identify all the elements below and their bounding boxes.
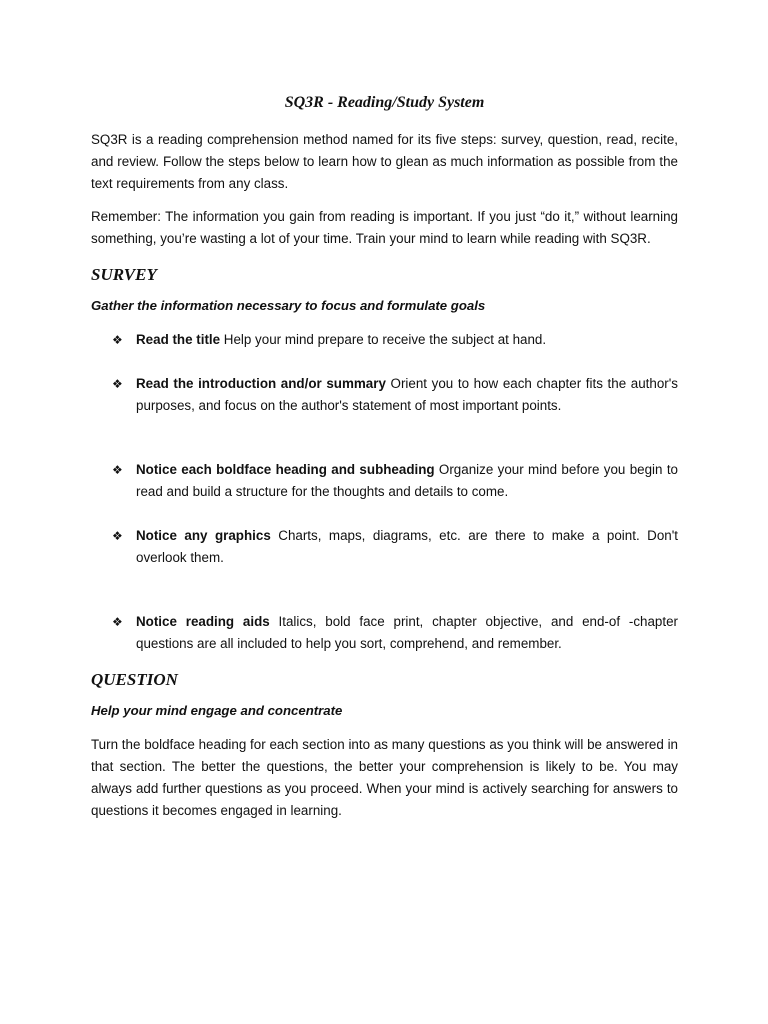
document-title: SQ3R - Reading/Study System [284,94,485,111]
bullet-text: Organize your mind before you begin to read and build a structure for the thoughts and details to come. [136,462,678,499]
bullet-term: Notice any graphics [136,528,271,543]
bullet-term: Notice reading aids [136,614,270,629]
survey-item-reading-aids [91,611,678,655]
reminder-paragraph: Remember: The information you gain from reading is important. If you just “do it,” without learning something, you’re wasting a lot of your time. Train your mind to learn while reading with SQ3R. [91,209,678,246]
diamond-bullet-icon: ❖ [112,377,123,391]
document-body [91,92,678,833]
question-subheading: Help your mind engage and concentrate [91,703,343,718]
diamond-bullet-icon: ❖ [112,615,123,629]
survey-item-graphics [91,525,678,569]
survey-item-headings [91,459,678,503]
question-heading: QUESTION [91,670,178,689]
diamond-bullet-icon: ❖ [112,463,123,477]
bullet-term: Read the introduction and/or summary [136,376,386,391]
bullet-text: Help your mind prepare to receive the subject at hand. [220,332,547,347]
bullet-term: Read the title [136,332,221,347]
diamond-bullet-icon: ❖ [112,333,123,347]
survey-heading: SURVEY [91,265,157,284]
survey-list [91,329,678,655]
bullet-term: Notice each boldface heading and subheading [136,462,435,477]
diamond-bullet-icon: ❖ [112,529,123,543]
survey-subheading: Gather the information necessary to focus and formulate goals [91,298,486,313]
survey-item-introduction [91,373,678,417]
bullet-text: Orient you to how each chapter fits the author's purposes, and focus on the author's statement of most important points. [136,376,678,413]
survey-item-title [91,329,678,351]
question-paragraph: Turn the boldface heading for each section into as many questions as you think will be answered in that section. The better the questions, the better your comprehension is likely to be. You may always add further questions as you proceed. When your mind is actively searching for answers to questions it becomes engaged in learning. [91,737,678,818]
bullet-text: Charts, maps, diagrams, etc. are there to make a point. Don't overlook them. [136,528,678,565]
intro-paragraph: SQ3R is a reading comprehension method named for its five steps: survey, question, read, recite, and review. Follow the steps below to learn how to glean as much information as possible from the text requirements from any class. [91,132,678,191]
bullet-text: Italics, bold face print, chapter objective, and end-of -chapter questions are all included to help you sort, comprehend, and remember. [136,614,678,651]
